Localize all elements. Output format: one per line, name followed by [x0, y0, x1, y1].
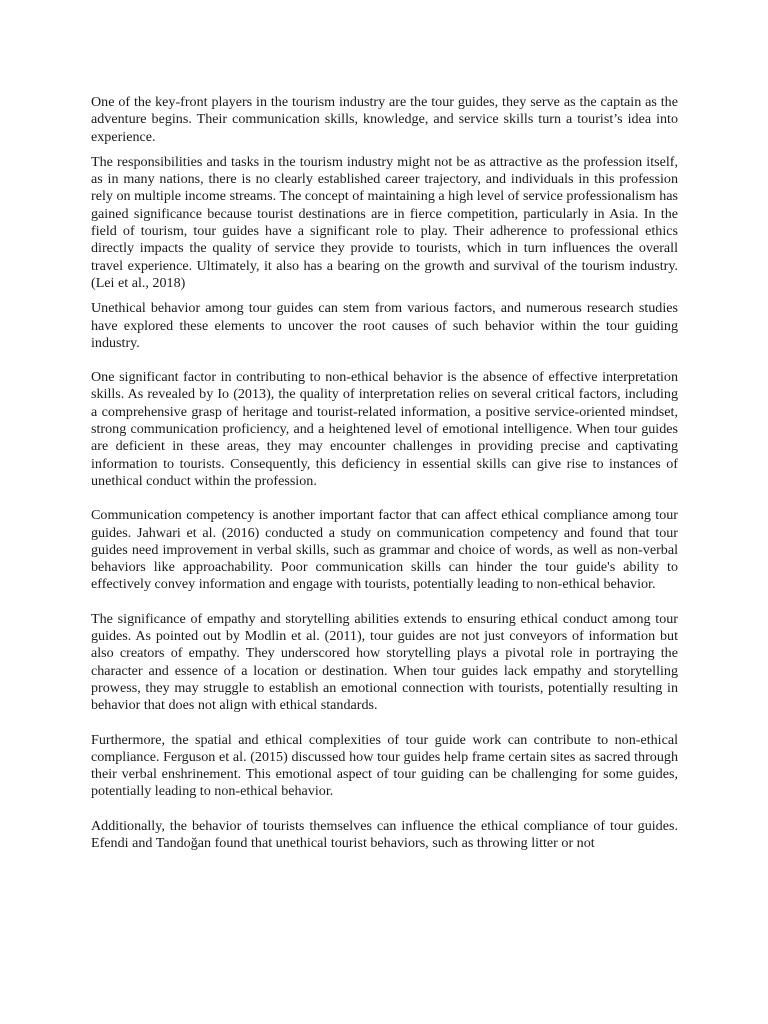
paragraph-unethical-behavior: Unethical behavior among tour guides can stem from various factors, and numerous research studies have explored these elements to uncover the root causes of such behavior within the tour guiding industry.	[91, 300, 678, 351]
paragraph-tourist-behavior: Additionally, the behavior of tourists themselves can influence the ethical compliance of tour guides. Efendi and Tandoğan found that unethical tourist behaviors, such as throwing litter or not	[91, 817, 678, 851]
paragraph-responsibilities: The responsibilities and tasks in the tourism industry might not be as attractive as the profession itself, as in many nations, there is no clearly established career trajectory, and individuals in this profession rely on multiple income streams. The concept of maintaining a high level of service professionalism has gained significance because tourist destinations are in fierce competition, particularly in Asia. In the field of tourism, tour guides have a significant role to play. Their adherence to professional ethics directly impacts the quality of service they provide to tourists, which in turn influences the overall travel experience. Ultimately, it also has a bearing on the growth and survival of the tourism industry. (Lei et al., 2018)	[91, 153, 678, 291]
paragraph-interpretation-skills: One significant factor in contributing to non-ethical behavior is the absence of effective interpretation skills. As revealed by Io (2013), the quality of interpretation relies on several critical factors, including a comprehensive grasp of heritage and tourist-related information, a positive service-oriented mindset, strong communication proficiency, and a heightened level of emotional intelligence. When tour guides are deficient in these areas, they may encounter challenges in providing precise and captivating information to tourists. Consequently, this deficiency in essential skills can give rise to instances of unethical conduct within the profession.	[91, 369, 678, 489]
paragraph-spatial-ethical: Furthermore, the spatial and ethical complexities of tour guide work can contribute to non-ethical compliance. Ferguson et al. (2015) discussed how tour guides help frame certain sites as sacred through their verbal enshrinement. This emotional aspect of tour guiding can be challenging for some guides, potentially leading to non-ethical behavior.	[91, 731, 678, 800]
paragraph-intro: One of the key-front players in the tourism industry are the tour guides, they serve as the captain as the adventure begins. Their communication skills, knowledge, and service skills turn a tourist’s idea into experience.	[91, 94, 678, 145]
paragraph-empathy-storytelling: The significance of empathy and storytelling abilities extends to ensuring ethical conduct among tour guides. As pointed out by Modlin et al. (2011), tour guides are not just conveyors of information but also creators of empathy. They underscored how storytelling plays a pivotal role in portraying the character and essence of a location or destination. When tour guides lack empathy and storytelling prowess, they may struggle to establish an emotional connection with tourists, potentially resulting in behavior that does not align with ethical standards.	[91, 610, 678, 714]
paragraph-communication-competency: Communication competency is another important factor that can affect ethical compliance among tour guides. Jahwari et al. (2016) conducted a study on communication competency and found that tour guides need improvement in verbal skills, such as grammar and choice of words, as well as non-verbal behaviors like approachability. Poor communication skills can hinder the tour guide's ability to effectively convey information and engage with tourists, potentially leading to non-ethical behavior.	[91, 507, 678, 593]
document-body	[91, 94, 678, 852]
